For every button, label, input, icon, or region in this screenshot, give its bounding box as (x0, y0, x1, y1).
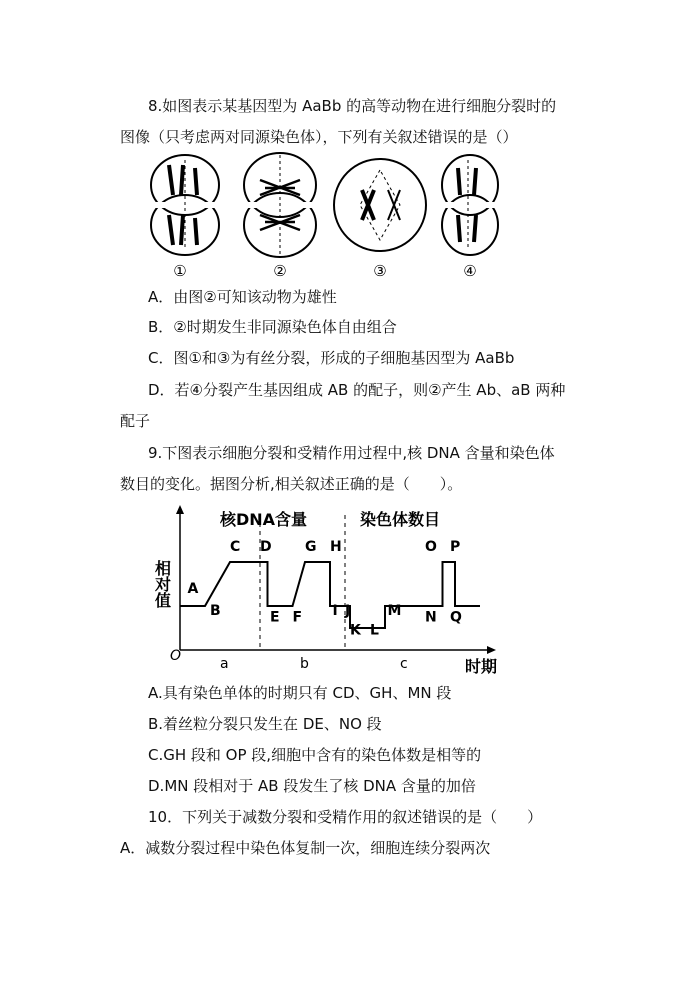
point-labels (188, 539, 463, 639)
q9-option-c: C.GH 段和 OP 段,细胞中含有的染色体数是相等的 (148, 746, 482, 764)
point-label-H: H (330, 539, 342, 555)
point-label-P: P (450, 539, 461, 555)
cell-label-3: ③ (373, 262, 387, 280)
cell-1-figure (151, 155, 219, 255)
cell-label-4: ④ (463, 262, 477, 280)
origin-label: O (170, 648, 182, 664)
x-axis-arrow (487, 646, 496, 654)
point-label-C: C (230, 539, 241, 555)
q9-option-b: B.着丝粒分裂只发生在 DE、NO 段 (148, 715, 382, 733)
point-label-L: L (370, 622, 379, 639)
q9-option-a: A.具有染色单体的时期只有 CD、GH、MN 段 (148, 684, 452, 702)
point-label-O: O (425, 539, 437, 555)
q8-option-d-line2: 配子 (120, 412, 151, 430)
point-label-F: F (292, 609, 303, 626)
q8-option-a: A．由图②可知该动物为雄性 (148, 288, 337, 306)
period-label-c: c (400, 656, 408, 672)
point-label-E: E (270, 609, 280, 626)
cell-4-figure (442, 155, 498, 255)
section-title-dna: 核DNA含量 (220, 510, 308, 529)
q8-line2: 图像（只考虑两对同源染色体），下列有关叙述错误的是（） (120, 128, 518, 146)
y-axis-arrow (176, 505, 184, 514)
cell-2-figure (244, 153, 316, 257)
q9-line2: 数目的变化。据图分析,相关叙述正确的是（ ）。 (120, 475, 463, 493)
q10-option-a: A．减数分裂过程中染色体复制一次，细胞连续分裂两次 (120, 839, 491, 857)
q8-line1: 8.如图表示某基因型为 AaBb 的高等动物在进行细胞分裂时的 (148, 97, 557, 115)
point-label-N: N (425, 609, 437, 626)
point-label-A: A (187, 580, 199, 597)
point-label-J: J (345, 602, 351, 619)
q9-line1: 9.下图表示细胞分裂和受精作用过程中,核 DNA 含量和染色体 (148, 444, 555, 462)
cell-3-figure (334, 159, 426, 251)
y-axis-label: 相对值 (152, 560, 172, 608)
q8-option-b: B．②时期发生非同源染色体自由组合 (148, 318, 397, 336)
x-axis-label: 时期 (465, 657, 498, 676)
cell-label-2: ② (273, 262, 287, 280)
q9-option-d: D.MN 段相对于 AB 段发生了核 DNA 含量的加倍 (148, 777, 476, 795)
cell-label-1: ① (173, 262, 187, 280)
point-label-B: B (210, 602, 221, 619)
point-label-K: K (350, 622, 361, 639)
point-label-Q: Q (450, 609, 462, 626)
point-label-M: M (387, 602, 402, 619)
point-label-I: I (332, 602, 338, 619)
period-label-a: a (220, 656, 229, 672)
point-label-G: G (305, 539, 317, 555)
period-label-b: b (300, 656, 309, 672)
q8-option-d-line1: D．若④分裂产生基因组成 AB 的配子，则②产生 Ab、aB 两种 (148, 381, 566, 399)
section-title-chromosome: 染色体数目 (360, 510, 441, 529)
q8-option-c: C．图①和③为有丝分裂，形成的子细胞基因型为 AaBb (148, 349, 515, 367)
cell-division-figures (120, 150, 560, 280)
dna-chromosome-chart (150, 500, 510, 680)
point-label-D: D (260, 539, 272, 555)
series-line-2 (368, 562, 481, 628)
q10-line1: 10．下列关于减数分裂和受精作用的叙述错误的是（ ） (148, 808, 543, 826)
